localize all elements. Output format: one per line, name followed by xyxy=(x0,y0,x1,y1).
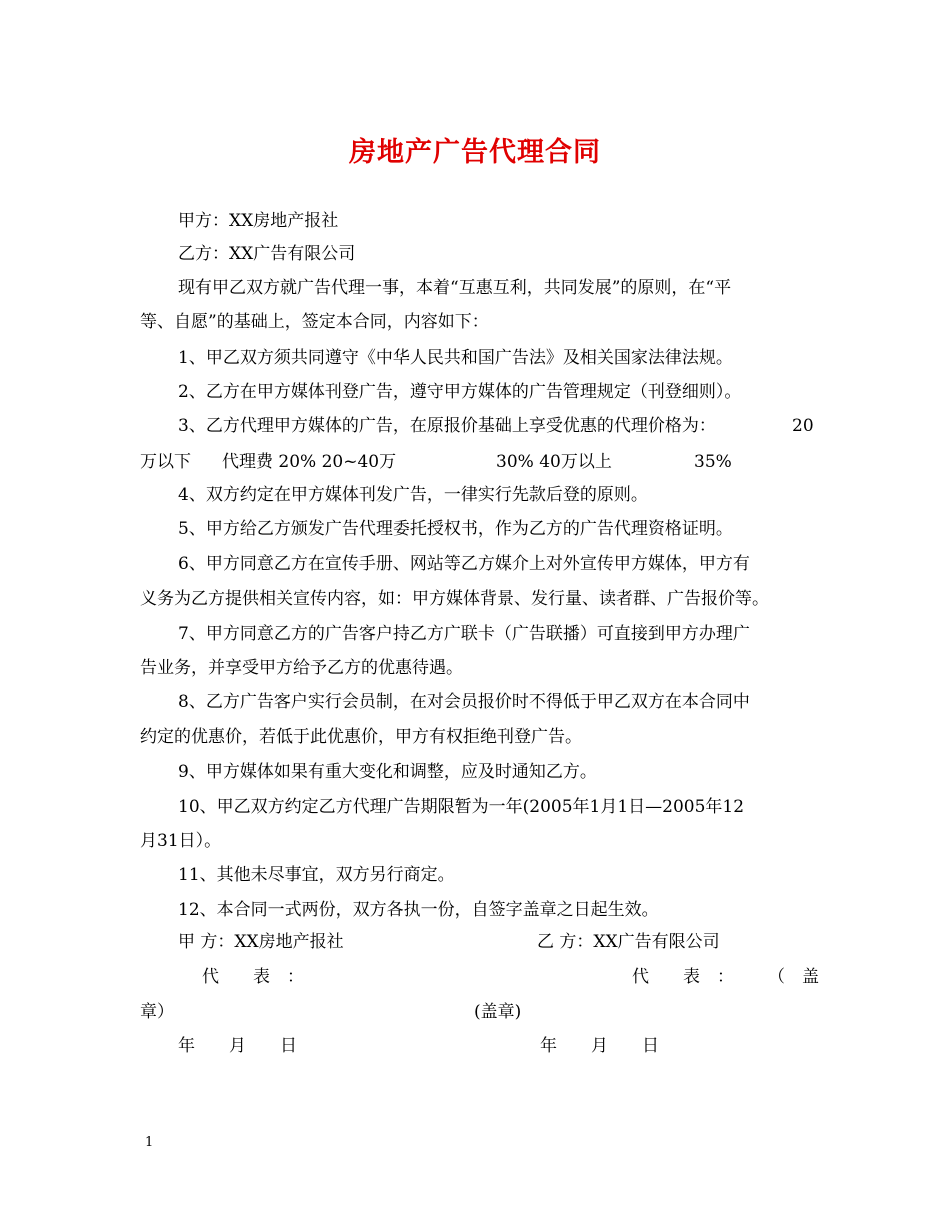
party-b-seal-open: （ 盖 xyxy=(768,967,819,987)
clause-12: 12、本合同一式两份，双方各执一份，自签字盖章之日起生效。 xyxy=(178,900,659,920)
clause-4: 4、双方约定在甲方媒体刊发广告，一律实行先款后登的原则。 xyxy=(178,485,648,505)
party-a-date: 年 月 日 xyxy=(178,1036,297,1056)
party-b-representative: 代 表 ： xyxy=(632,967,734,987)
rate-cell: 35% xyxy=(694,452,732,472)
clause-3-amount: 20 xyxy=(792,416,814,436)
clause-5: 5、甲方给乙方颁发广告代理委托授权书，作为乙方的广告代理资格证明。 xyxy=(178,519,733,539)
party-b-seal: (盖章) xyxy=(474,1002,522,1022)
clause-9: 9、甲方媒体如果有重大变化和调整，应及时通知乙方。 xyxy=(178,762,597,782)
party-a: 甲方：XX房地产报社 xyxy=(178,211,339,231)
document-title: 房地产广告代理合同 xyxy=(349,137,601,168)
clause-1: 1、甲乙双方须共同遵守《中华人民共和国广告法》及相关国家法律法规。 xyxy=(178,348,733,368)
party-a-signature: 甲 方：XX房地产报社 xyxy=(178,932,344,952)
clause-10-line-1: 10、甲乙双方约定乙方代理广告期限暂为一年(2005年1月1日—2005年12 xyxy=(178,797,745,817)
clause-6-line-2: 义务为乙方提供相关宣传内容，如：甲方媒体背景、发行量、读者群、广告报价等。 xyxy=(140,589,769,609)
clause-10-line-2: 月31日）。 xyxy=(140,831,222,851)
clause-7-line-1: 7、甲方同意乙方的广告客户持乙方广联卡（广告联播）可直接到甲方办理广 xyxy=(178,624,750,644)
party-b: 乙方：XX广告有限公司 xyxy=(178,244,356,264)
intro-line-1: 现有甲乙双方就广告代理一事，本着“互惠互利，共同发展”的原则，在“平 xyxy=(178,278,732,298)
party-b-signature: 乙 方：XX广告有限公司 xyxy=(537,932,720,952)
rate-cell: 代理费 20% 20~40万 xyxy=(222,452,397,472)
intro-line-2: 等、自愿”的基础上，签定本合同，内容如下： xyxy=(140,312,489,332)
party-b-date: 年 月 日 xyxy=(540,1036,659,1056)
clause-8-line-2: 约定的优惠价，若低于此优惠价，甲方有权拒绝刊登广告。 xyxy=(140,727,582,747)
clause-7-line-2: 告业务，并享受甲方给予乙方的优惠待遇。 xyxy=(140,658,463,678)
clause-3-line-1: 3、乙方代理甲方媒体的广告，在原报价基础上享受优惠的代理价格为： xyxy=(178,416,716,436)
clause-11: 11、其他未尽事宜，双方另行商定。 xyxy=(178,865,455,885)
clause-8-line-1: 8、乙方广告客户实行会员制，在对会员报价时不得低于甲乙双方在本合同中 xyxy=(178,692,750,712)
rate-cell: 万以下 xyxy=(140,452,191,472)
party-a-seal: 章） xyxy=(140,1002,174,1022)
party-a-representative: 代 表 ： xyxy=(202,967,304,987)
page-number: 1 xyxy=(145,1135,154,1150)
clause-6-line-1: 6、甲方同意乙方在宣传手册、网站等乙方媒介上对外宣传甲方媒体，甲方有 xyxy=(178,554,750,574)
rate-cell: 30% 40万以上 xyxy=(496,452,612,472)
clause-2: 2、乙方在甲方媒体刊登广告，遵守甲方媒体的广告管理规定（刊登细则）。 xyxy=(178,382,742,402)
